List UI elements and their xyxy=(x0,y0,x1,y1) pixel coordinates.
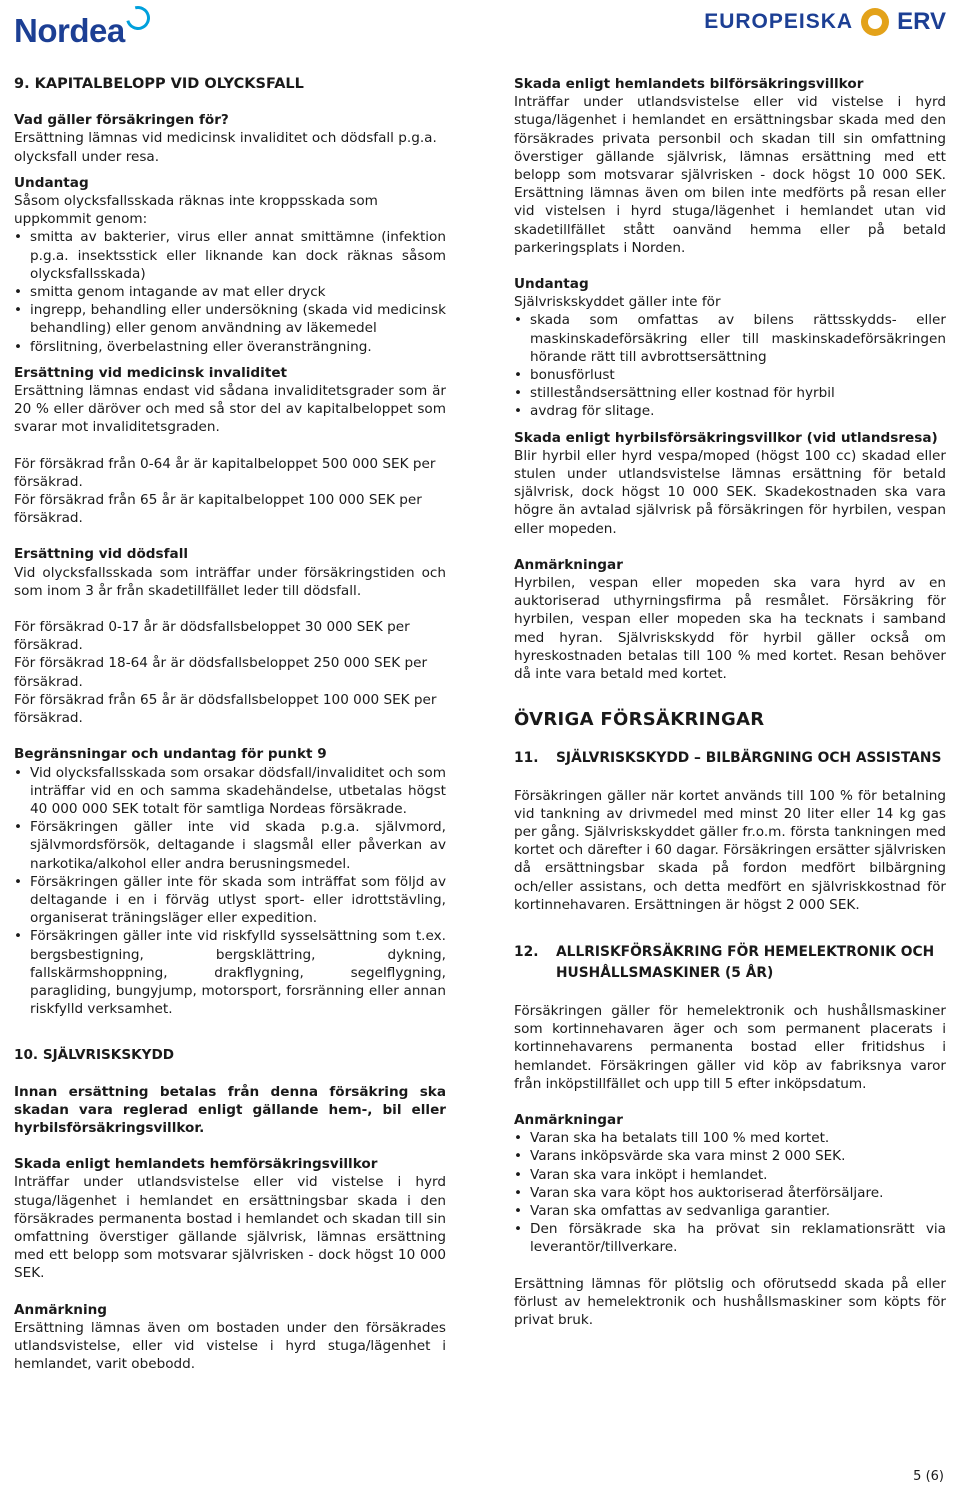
list-item: • smitta av bakterier, virus eller annat smittämne (infektion p.g.a. insektsstick eller liknande kan dock räknas såsom olycksfallsskada) xyxy=(14,228,446,283)
bilforsakring-heading: Skada enligt hemlandets bilförsäkringsvillkor xyxy=(514,76,864,92)
anmarkningar-list-2 xyxy=(514,1129,946,1256)
section-12-number: 12. xyxy=(514,943,539,960)
section-11-text: Försäkringen gäller när kortet används till 100 % för betalning vid tankning av drivmedel med minst 20 liter eller 14 kg gas per gång. Självriskskyddet gäller fr.o.m. första tankningen med kortet och därefter i 60 dagar. Försäkringen ersätter självrisken då ersättningsbar skada på fordon medfört bilbärgning och/eller assistans, och detta medfört en självriskkostnad för kortinnehavaren. Ersättningen är högst 2 000 SEK. xyxy=(514,787,946,913)
list-item: • ingrepp, behandling eller undersökning (skada vid medicinsk behandling) eller genom användning av läkemedel xyxy=(14,301,446,337)
dodsfall-text: Vid olycksfallsskada som inträffar under försäkringstiden och som inom 3 år från skadetillfället leder till dödsfall. xyxy=(14,564,446,599)
invaliditet-p3: För försäkrad från 65 år är kapitalbeloppet 100 000 SEK per försäkrad. xyxy=(14,492,422,527)
section-11-title-text: SJÄLVRISKSKYDD – BILBÄRGNING OCH ASSISTANS xyxy=(556,749,942,766)
anmarkningar-text-1: Hyrbilen, vespan eller mopeden ska vara hyrd av en auktoriserad uthyrningsfirma på resmålet. Försäkring för hyrbilen, vespan eller mopeden ska ha tecknats i samband med hyran. Självriskskydd för hyrbil gäller också om hyreskostnaden betalas till 100 % med kortet. Resan behöver då inte vara betald med kortet. xyxy=(514,575,946,683)
list-item: • Varans inköpsvärde ska vara minst 2 000 SEK. xyxy=(514,1147,946,1165)
section-10-intro: Innan ersättning betalas från denna försäkring ska skadan vara reglerad enligt gällande hem-, bil eller hyrbilsförsäkringsvillkor. xyxy=(14,1083,446,1136)
dodsfall-p1: För försäkrad 0-17 år är dödsfallsbeloppet 30 000 SEK per försäkrad. xyxy=(14,619,410,654)
list-item: • Försäkringen gäller inte vid riskfylld sysselsättning som t.ex. bergsbestigning, bergsklättring, dykning, fallskärmshoppning, drakflygning, segelflygning, paragliding, bungyjump, motorsport, forsränning eller annan riskfylld verksamhet. xyxy=(14,927,446,1018)
list-item: • Varan ska vara inköpt i hemlandet. xyxy=(514,1166,946,1184)
list-item: • stilleståndsersättning eller kostnad för hyrbil xyxy=(514,384,946,402)
section-10-title: 10. SJÄLVRISKSKYDD xyxy=(14,1047,175,1064)
begransningar-list xyxy=(14,764,446,1019)
s9-question: Vad gäller försäkringen för? xyxy=(14,112,229,129)
anmarkning-text: Ersättning lämnas även om bostaden under den försäkrades utlandsvistelse, eller vid vistelse i hyrd stuga/lägenhet i hemlandet, varit obebodd. xyxy=(14,1319,446,1373)
list-item: • Varan ska ha betalats till 100 % med kortet. xyxy=(514,1129,946,1147)
erv-logo-text: ERV xyxy=(897,8,946,35)
hyrbil-heading: Skada enligt hyrbilsförsäkringsvillkor (vid utlandsresa) xyxy=(514,429,938,446)
anmarkningar-heading-1: Anmärkningar xyxy=(514,556,623,573)
section-9-title: 9. KAPITALBELOPP VID OLYCKSFALL xyxy=(14,76,304,92)
list-item: • skada som omfattas av bilens rättsskydds- eller maskinskadeförsäkring eller till maskinskadeförsäkringen hörande rätt till avbrottsersättning xyxy=(514,311,946,366)
s9-question-text: Ersättning lämnas vid medicinsk invaliditet och dödsfall p.g.a. olycksfall under resa. xyxy=(14,130,437,165)
list-item: • bonusförlust xyxy=(514,366,946,384)
dodsfall-p2: För försäkrad 18-64 år är dödsfallsbeloppet 250 000 SEK per försäkrad. xyxy=(14,655,428,690)
list-item: • Vid olycksfallsskada som orsakar dödsfall/invaliditet och som inträffar vid en och samma skadehändelse, utbetalas högst 40 000 000 SEK totalt för samtliga Nordeas försäkrade. xyxy=(14,764,446,819)
page-number: 5 (6) xyxy=(913,1469,944,1484)
list-item: • förslitning, överbelastning eller överansträngning. xyxy=(14,338,446,356)
invaliditet-p2: För försäkrad från 0-64 år är kapitalbeloppet 500 000 SEK per försäkrad. xyxy=(14,455,436,490)
undantag-list-right xyxy=(514,311,946,420)
invaliditet-text: Ersättning lämnas endast vid sådana invaliditetsgrader som är 20 % eller däröver och med så stor del av kapitalbeloppet som svarar mot invaliditetsgraden. xyxy=(14,383,446,436)
dodsfall-p3: För försäkrad från 65 år är dödsfallsbeloppet 100 000 SEK per försäkrad. xyxy=(14,691,437,727)
list-item: • Varan ska omfattas av sedvanliga garantier. xyxy=(514,1202,946,1220)
list-item: • Varan ska vara köpt hos auktoriserad återförsäljare. xyxy=(514,1184,946,1202)
anmarkningar-heading-2: Anmärkningar xyxy=(514,1111,623,1128)
europeiska-erv-logo xyxy=(704,8,946,36)
hemforsakring-heading: Skada enligt hemlandets hemförsäkringsvillkor xyxy=(14,1156,378,1173)
list-item: • smitta genom intagande av mat eller dryck xyxy=(14,283,446,301)
erv-circle-icon xyxy=(861,8,889,36)
undantag-heading-right: Undantag xyxy=(514,276,589,293)
section-12-title-text: ALLRISKFÖRSÄKRING FÖR HEMELEKTRONIK OCH HUSHÅLLSMASKINER (5 ÅR) xyxy=(556,943,935,981)
hemforsakring-text: Inträffar under utlandsvistelse eller vid vistelse i hyrd stuga/lägenhet i hemlandet en ersättningsbar skada i den försäkrades permanenta bostad i hemlandet och skadan till sin omfattning överstiger gällande självrisk, lämnas ersättning med ett belopp som motsvarar självrisken - dock högst 10 000 SEK. xyxy=(14,1174,446,1282)
final-text: Ersättning lämnas för plötslig och oförutsedd skada på eller förlust av hemelektronik och hushållsmaskiner som köpts för privat bruk. xyxy=(514,1275,946,1328)
undantag-text-right: Självriskskyddet gäller inte för xyxy=(514,294,721,311)
list-item: • Försäkringen gäller inte för skada som inträffat som följd av deltagande i en i förväg utlyst sport- eller idrottstävling, organiserat träningsläger eller expedition. xyxy=(14,873,446,928)
invaliditet-heading: Ersättning vid medicinsk invaliditet xyxy=(14,364,288,381)
ovriga-forsakringar-heading: ÖVRIGA FÖRSÄKRINGAR xyxy=(514,709,765,731)
undantag-text: Såsom olycksfallsskada räknas inte kroppsskada som uppkommit genom: xyxy=(14,193,378,228)
left-column xyxy=(14,75,446,1373)
nordea-logo xyxy=(14,6,150,50)
section-11-title xyxy=(514,748,946,769)
section-12-text: Försäkringen gäller för hemelektronik och hushållsmaskiner som kortinnehavaren äger och som permanent placerats i kortinnehavarens permanenta bostad eller fritidshus i hemlandet. Försäkringen gäller vid köp av fabriksnya varor från inköpstillfället och upp till 5 efter inköpsdatum. xyxy=(514,1002,946,1092)
section-12-title xyxy=(514,942,946,984)
section-11-number: 11. xyxy=(514,749,539,766)
undantag-heading: Undantag xyxy=(14,174,89,191)
anmarkning-heading: Anmärkning xyxy=(14,1301,108,1318)
undantag-list xyxy=(14,228,446,355)
begransningar-heading: Begränsningar och undantag för punkt 9 xyxy=(14,746,327,763)
page-header xyxy=(0,0,960,60)
list-item: • Försäkringen gäller inte vid skada p.g.a. självmord, självmordsförsök, deltagande i slagsmål eller påverkan av narkotika/alkohol eller andra berusningsmedel. xyxy=(14,818,446,873)
europeiska-logo-text: EUROPEISKA xyxy=(704,10,854,33)
list-item: • avdrag för slitage. xyxy=(514,402,946,420)
dodsfall-heading: Ersättning vid dödsfall xyxy=(14,546,189,563)
right-column xyxy=(514,75,946,1329)
bilforsakring-text: Inträffar under utlandsvistelse eller vid vistelse i hyrd stuga/lägenhet i hemlandet en ersättningsbar skada med den försäkrades privata personbil och skadan till sin omfattning överstiger gällande självrisk, lämnas ersättning med ett belopp som motsvarar självrisken - dock högst 10 000 SEK. Ersättning lämnas även om bilen inte medförts på resan eller vid vistelsen i hyrd stuga/lägenhet i hemlandet utan vid skadetillfället stått oanvänd hemma eller på betald parkeringsplats i Norden. xyxy=(514,94,946,256)
list-item: • Den försäkrade ska ha prövat sin reklamationsrätt via leverantör/tillverkare. xyxy=(514,1220,946,1256)
nordea-swirl-icon xyxy=(121,2,154,35)
nordea-logo-text: Nordea xyxy=(14,12,125,49)
hyrbil-text: Blir hyrbil eller hyrd vespa/moped (högst 100 cc) skadad eller stulen under utlandsvistelse lämnas ersättning för betald självrisk, dock högst 10 000 SEK. Skadekostnaden ska vara högre än avtalad självrisk på försäkringen för hyrbilen, vespan eller mopeden. xyxy=(514,447,946,537)
